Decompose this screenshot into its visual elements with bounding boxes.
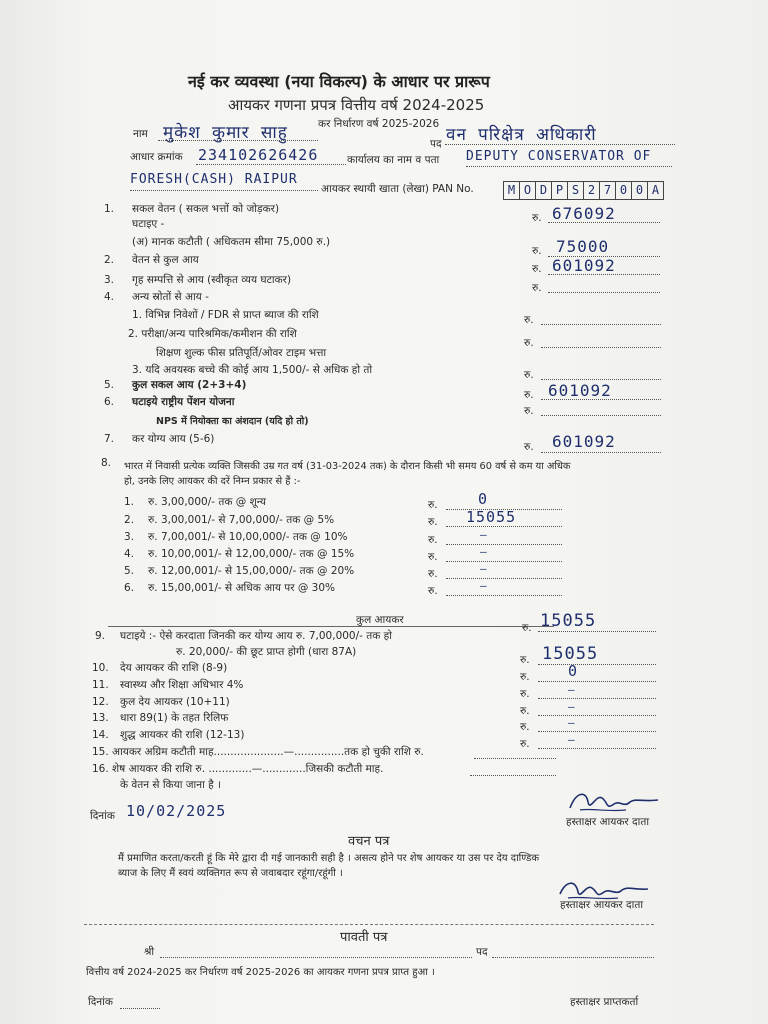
slab-4-num: 4. <box>124 548 135 560</box>
receipt-pad-line <box>492 957 654 958</box>
item-1-label: सकल वेतन ( सकल भत्तों को जोड़कर) <box>132 203 280 215</box>
pan-char-3: D <box>536 181 552 200</box>
row-13-line <box>538 731 656 732</box>
item-6-rs: रु. <box>524 405 534 417</box>
row-11-value: — <box>568 683 576 696</box>
row-11-line <box>538 698 656 699</box>
pan-char-2: O <box>520 181 536 200</box>
item-5-line <box>541 399 661 400</box>
slab-1-label: रु. 3,00,000/- तक @ शून्य <box>148 496 266 508</box>
item-9-line1: घटाइये :- ऐसे करदाता जिनकी कर योग्य आय रु. 7,00,000/- तक हो <box>120 630 392 642</box>
item-4-1-label: 1. विभिन्न निवेशों / FDR से प्राप्त ब्याज की राशि <box>132 309 319 321</box>
slab-6-value: — <box>480 579 488 592</box>
post-value: वन परिक्षेत्र अधिकारी <box>446 125 597 145</box>
item-8-line1: भारत में निवासी प्रत्येक व्यक्ति जिसकी उम्र गत वर्ष (31-03-2024 तक) के दौरान किसी भी समय 60 वर्ष से कम या अधिक <box>124 461 571 472</box>
item-16-line1: 16. शेष आयकर की राशि रु. .............—.............जिसकी कटौती माह. <box>92 763 384 775</box>
slab-6-num: 6. <box>124 582 135 594</box>
slab-3-rs: रु. <box>428 534 438 546</box>
item-8-num: 8. <box>101 457 112 469</box>
item-6-label: घटाइये राष्ट्रीय पेंशन योजना <box>132 396 235 408</box>
signature-1 <box>566 788 662 816</box>
slab-6-line <box>446 595 562 596</box>
item-6-num: 6. <box>104 396 115 408</box>
pan-char-1: M <box>503 181 520 200</box>
row-14-rs: रु. <box>520 738 530 750</box>
slab-4-line <box>446 561 562 562</box>
slab-5-num: 5. <box>124 565 135 577</box>
slab-4-value: — <box>480 545 488 558</box>
item-7-line <box>541 452 661 453</box>
recipient-signature-label: हस्ताक्षर प्राप्तकर्ता <box>570 996 639 1008</box>
signature-label-2: हस्ताक्षर आयकर दाता <box>560 899 644 911</box>
slab-1-num: 1. <box>124 496 135 508</box>
pan-char-9: 0 <box>632 181 648 200</box>
item-5-value: 601092 <box>548 381 612 400</box>
slab-2-line <box>446 526 562 527</box>
name-label: नाम <box>133 128 148 140</box>
row-11-rs: रु. <box>520 688 530 700</box>
item-6-sub: NPS में नियोक्ता का अंशदान (यदि हो तो) <box>156 416 309 427</box>
slab-5-rs: रु. <box>428 568 438 580</box>
slab-4-label: रु. 10,00,001/- से 12,00,000/- तक @ 15% <box>148 548 355 560</box>
item-9-rs: रु. <box>520 654 530 666</box>
item-1-sub: घटाइए - <box>132 218 165 230</box>
item-4-2-line <box>541 347 661 348</box>
row-13-label: धारा 89(1) के तहत रिलिफ <box>120 712 229 724</box>
row-10-label: देय आयकर की राशि (8-9) <box>120 662 228 674</box>
item-4-1-rs: रु. <box>524 314 534 326</box>
office-line-2 <box>130 190 318 191</box>
item-5-num: 5. <box>104 379 115 391</box>
item-2-rs: रु. <box>532 263 542 275</box>
item-15: 15. आयकर अग्रिम कटौती माह.....................—...............तक हो चुकी राशि रु. <box>92 746 424 758</box>
slab-3-num: 3. <box>124 531 135 543</box>
item-9-line <box>538 664 656 665</box>
item-7-rs: रु. <box>524 441 534 453</box>
slab-6-label: रु. 15,00,001/- से अधिक आय पर @ 30% <box>148 582 336 594</box>
office-line-1 <box>466 166 672 167</box>
post-label: पद <box>430 138 442 150</box>
item-2-num: 2. <box>104 254 115 266</box>
row-10-rs: रु. <box>520 671 530 683</box>
item-1a-label: (अ) मानक कटौती ( अधिकतम सीमा 75,000 रु.) <box>132 236 331 248</box>
pledge-line-2: ब्याज के लिए मैं स्वयं व्यक्तिगत रूप से जवाबदार रहूंगा/रहूंगी । <box>118 868 343 879</box>
pledge-line-1: मैं प्रमाणित करता/करती हूं कि मेरे द्वारा दी गई जानकारी सही है । असत्य होने पर शेष आयकर या उस पर देय दाण्डिक <box>118 853 540 864</box>
assessment-year: कर निर्धारण वर्ष 2025-2026 <box>318 118 440 130</box>
form-subtitle: आयकर गणना प्रपत्र वित्तीय वर्ष 2024-2025 <box>228 96 485 114</box>
slab-3-line <box>446 544 562 545</box>
item-4-2-rs: रु. <box>524 337 534 349</box>
row-12-num: 12. <box>92 696 109 708</box>
office-value-2: FORESH(CASH) RAIPUR <box>130 172 298 187</box>
aadhaar-label: आधार क्रमांक <box>130 151 183 163</box>
item-16-line2: के वेतन से किया जाना है । <box>120 779 222 791</box>
item-5-label: कुल सकल आय (2+3+4) <box>132 379 247 391</box>
row-12-value: — <box>568 700 576 713</box>
item-4-3-rs: रु. <box>524 369 534 381</box>
slab-2-label: रु. 3,00,001/- से 7,00,000/- तक @ 5% <box>148 514 335 526</box>
receipt-shri: श्री <box>144 946 155 958</box>
slab-2-value: 15055 <box>466 508 517 526</box>
pan-char-8: 0 <box>616 181 632 200</box>
item-4-3-line <box>541 379 661 380</box>
pan-label: आयकर स्थायी खाता (लेखा) PAN No. <box>321 183 474 195</box>
row-10-num: 10. <box>92 662 109 674</box>
total-tax-label: कुल आयकर <box>356 614 404 626</box>
slab-4-rs: रु. <box>428 551 438 563</box>
receipt-date-line <box>120 1008 160 1009</box>
row-11-num: 11. <box>92 679 109 691</box>
slab-5-label: रु. 12,00,001/- से 15,00,000/- तक @ 20% <box>148 565 355 577</box>
pan-char-10: A <box>648 181 664 200</box>
total-tax-rs: रु. <box>522 622 532 634</box>
item-3-num: 3. <box>104 274 115 286</box>
slab-6-rs: रु. <box>428 585 438 597</box>
item-2-line <box>548 274 660 275</box>
item-3-line <box>548 292 660 293</box>
pan-char-4: P <box>552 181 568 200</box>
name-value: मुकेश कुमार साहु <box>163 123 288 143</box>
item-7-label: कर योग्य आय (5-6) <box>132 433 215 445</box>
item-4-1-line <box>541 324 661 325</box>
receipt-title: पावती पत्र <box>340 930 388 945</box>
item-1-rs: रु. <box>532 212 542 224</box>
item-1-num: 1. <box>104 203 115 215</box>
slab-2-rs: रु. <box>428 516 438 528</box>
item-5-rs: रु. <box>524 389 534 401</box>
item-4-3-label: 3. यदि अवयस्क बच्चे की कोई आय 1,500/- से अधिक हो तो <box>132 364 373 376</box>
form-title: नई कर व्यवस्था (नया विकल्प) के आधार पर प्रारूप <box>188 72 490 91</box>
slab-1-rs: रु. <box>428 499 438 511</box>
item-9-num: 9. <box>95 630 106 642</box>
item-7-num: 7. <box>104 433 115 445</box>
item-1a-rs: रु. <box>532 245 542 257</box>
row-13-num: 13. <box>92 712 109 724</box>
total-tax-line <box>538 631 656 632</box>
item-16-line <box>470 775 556 776</box>
slab-5-value: — <box>480 562 488 575</box>
total-tax-value: 15055 <box>540 611 597 631</box>
item-9-value: 15055 <box>542 644 599 664</box>
date-value: 10/02/2025 <box>126 802 227 820</box>
row-12-line <box>538 715 656 716</box>
total-tax-underline <box>108 626 554 627</box>
slab-2-num: 2. <box>124 514 135 526</box>
item-8-line2: हो, उनके लिए आयकर की दरें निम्न प्रकार से हैं :- <box>124 476 301 487</box>
item-3-label: गृह सम्पत्ति से आय (स्वीकृत व्यय घटाकर) <box>132 274 292 286</box>
row-14-line <box>538 748 656 749</box>
item-4-2b-label: शिक्षण शुल्क फीस प्रतिपूर्ति/ओवर टाइम भत्ता <box>156 347 327 359</box>
receipt-pad: पद <box>476 946 488 958</box>
item-1a-value: 75000 <box>556 237 610 256</box>
row-10-value: 0 <box>568 662 579 680</box>
item-15-line <box>474 758 556 759</box>
signature-label-1: हस्ताक्षर आयकर दाता <box>566 816 650 828</box>
post-line <box>445 144 675 145</box>
row-12-label: कुल देय आयकर (10+11) <box>120 696 230 708</box>
slab-3-label: रु. 7,00,001/- से 10,00,000/- तक @ 10% <box>148 531 348 543</box>
pan-char-7: 7 <box>600 181 616 200</box>
item-4-num: 4. <box>104 291 115 303</box>
row-14-num: 14. <box>92 729 109 741</box>
row-12-rs: रु. <box>520 705 530 717</box>
cut-line <box>84 924 654 925</box>
pan-char-6: 2 <box>584 181 600 200</box>
row-13-value: — <box>568 716 576 729</box>
item-3-rs: रु. <box>532 282 542 294</box>
row-13-rs: रु. <box>520 721 530 733</box>
receipt-line: वित्तीय वर्ष 2024-2025 कर निर्धारण वर्ष 2025-2026 का आयकर गणना प्रपत्र प्राप्त हुआ । <box>86 967 435 978</box>
aadhaar-line <box>196 164 346 165</box>
item-7-value: 601092 <box>552 432 616 451</box>
item-6-line <box>541 415 661 416</box>
date-label: दिनांक <box>90 810 115 822</box>
item-2-value: 601092 <box>552 256 616 275</box>
item-1-value: 676092 <box>552 204 616 223</box>
pledge-title: वचन पत्र <box>348 834 390 849</box>
item-4-label: अन्य स्रोतों से आय - <box>132 291 209 303</box>
row-10-line <box>538 681 656 682</box>
row-14-label: शुद्ध आयकर की राशि (12-13) <box>120 729 245 741</box>
slab-5-line <box>446 578 562 579</box>
receipt-shri-line <box>160 957 472 958</box>
item-2-label: वेतन से कुल आय <box>132 254 199 266</box>
aadhaar-value: 234102626426 <box>198 146 319 164</box>
receipt-date-label: दिनांक <box>88 996 113 1008</box>
row-14-value: — <box>568 733 576 746</box>
pan-boxes <box>503 181 664 200</box>
item-4-2a-label: 2. परीक्षा/अन्य पारिश्रमिक/कमीशन की राशि <box>128 328 297 340</box>
office-value-1: DEPUTY CONSERVATOR OF <box>466 149 652 164</box>
slab-1-value: 0 <box>478 490 489 508</box>
item-9-line2: रु. 20,000/- की छूट प्राप्त होगी (धारा 87A) <box>176 646 357 658</box>
item-1-line <box>548 222 660 223</box>
slab-3-value: — <box>480 528 488 541</box>
office-label: कार्यालय का नाम व पता <box>347 154 440 166</box>
pan-char-5: S <box>568 181 584 200</box>
name-line <box>158 140 318 141</box>
row-11-label: स्वास्थ्य और शिक्षा अधिभार 4% <box>120 679 244 691</box>
